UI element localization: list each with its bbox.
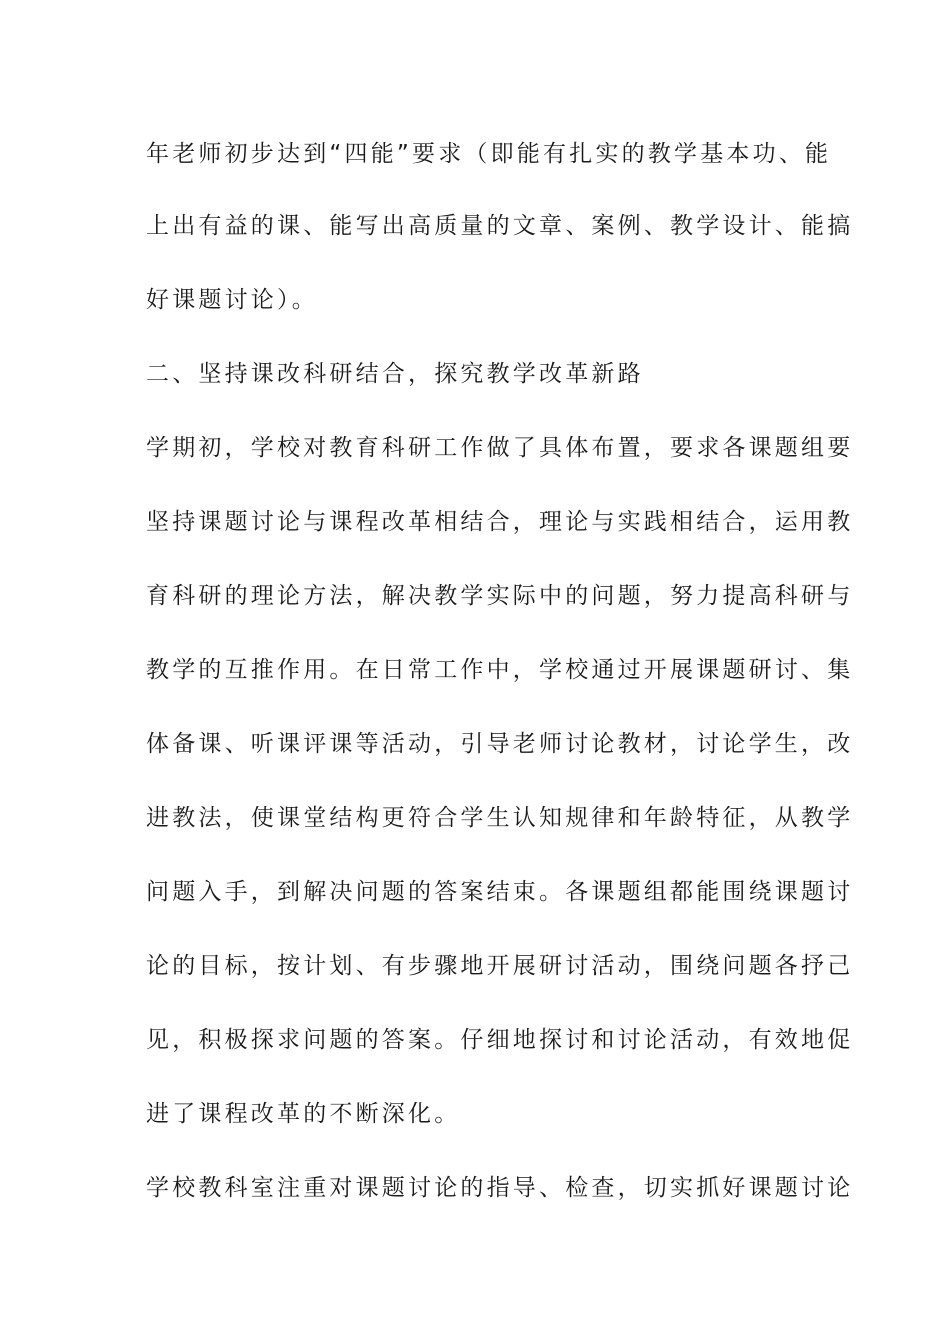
section-heading: 二、坚持课改科研结合，探究教学改革新路 [146, 361, 644, 387]
paragraph-line: 坚持课题讨论与课程改革相结合，理论与实践相结合，运用教 [146, 509, 854, 535]
paragraph-line: 论的目标，按计划、有步骤地开展研讨活动，围绕问题各抒己 [146, 953, 854, 979]
paragraph-line: 教学的互推作用。在日常工作中，学校通过开展课题研讨、集 [146, 657, 854, 683]
paragraph-line: 进了课程改革的不断深化。 [146, 1101, 461, 1127]
paragraph-line: 进教法，使课堂结构更符合学生认知规律和年龄特征，从教学 [146, 805, 854, 831]
paragraph-line: 学期初，学校对教育科研工作做了具体布置，要求各课题组要 [146, 435, 854, 461]
paragraph-line: 年老师初步达到“四能”要求（即能有扎实的教学基本功、能 [146, 141, 832, 167]
paragraph-line: 好课题讨论）。 [146, 287, 318, 313]
paragraph-line: 育科研的理论方法，解决教学实际中的问题，努力提高科研与 [146, 583, 854, 609]
paragraph-line: 问题入手，到解决问题的答案结束。各课题组都能围绕课题讨 [146, 879, 854, 905]
paragraph-line: 上出有益的课、能写出高质量的文章、案例、教学设计、能搞 [146, 213, 854, 239]
paragraph-line: 学校教科室注重对课题讨论的指导、检查，切实抓好课题讨论 [146, 1175, 854, 1201]
paragraph-line: 见，积极探求问题的答案。仔细地探讨和讨论活动，有效地促 [146, 1027, 854, 1053]
paragraph-line: 体备课、听课评课等活动，引导老师讨论教材，讨论学生，改 [146, 731, 854, 757]
